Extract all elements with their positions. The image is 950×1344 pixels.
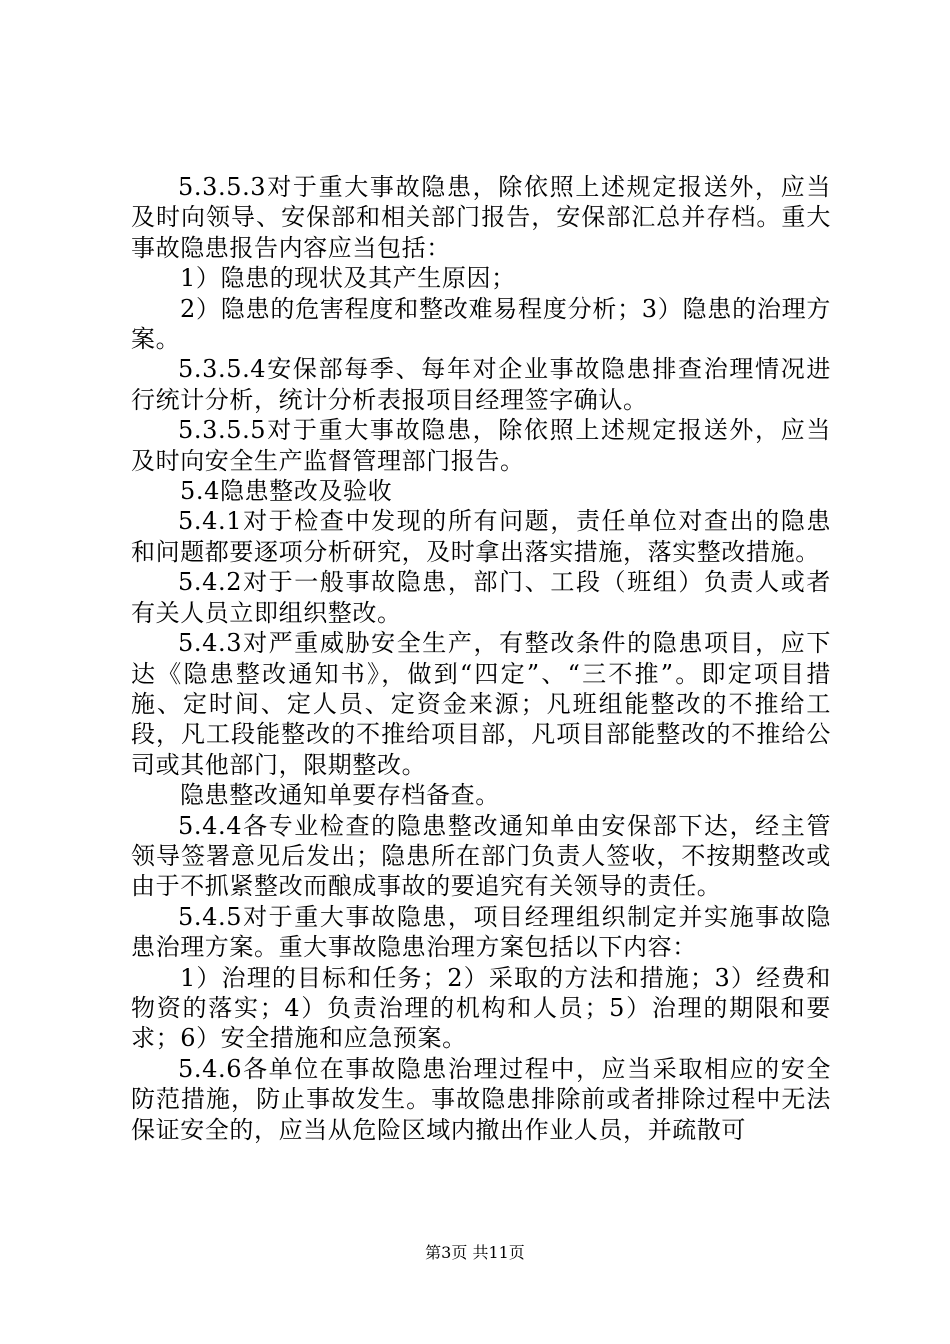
paragraph: 5.4.5对于重大事故隐患，项目经理组织制定并实施事故隐患治理方案。重大事故隐患治理方案包括以下内容： (131, 902, 831, 962)
document-body (131, 172, 831, 1145)
paragraph: 5.4.1对于检查中发现的所有问题，责任单位对查出的隐患和问题都要逐项分析研究，及时拿出落实措施，落实整改措施。 (131, 507, 831, 566)
paragraph: 5.4.6各单位在事故隐患治理过程中，应当采取相应的安全防范措施，防止事故发生。事故隐患排除前或者排除过程中无法保证安全的，应当从危险区域内撤出作业人员，并疏散可 (131, 1054, 831, 1144)
paragraph: 5.3.5.3对于重大事故隐患，除依照上述规定报送外，应当及时向领导、安保部和相关部门报告，安保部汇总并存档。重大事故隐患报告内容应当包括： (131, 173, 831, 262)
page-footer: 第3页 共11页 (425, 1243, 525, 1262)
paragraph: 5.4.4各专业检查的隐患整改通知单由安保部下达，经主管领导签署意见后发出；隐患所在部门负责人签收，不按期整改或由于不抓紧整改而酿成事故的要追究有关领导的责任。 (131, 811, 831, 901)
paragraph: 1）隐患的现状及其产生原因； (180, 264, 516, 293)
paragraph: 隐患整改通知单要存档备查。 (180, 781, 500, 810)
paragraph: 5.4.3对严重威胁安全生产，有整改条件的隐患项目，应下达《隐患整改通知书》，做到“四定”、“三不推”。即定项目措施、定时间、定人员、定资金来源；凡班组能整改的不推给工段，凡工段能整改的不推给项目部，凡项目部能整改的不推给公司或其他部门，限期整改。 (131, 629, 831, 779)
paragraph: 1）治理的目标和任务；2）采取的方法和措施；3）经费和物资的落实；4）负责治理的机构和人员；5）治理的期限和要求；6）安全措施和应急预案。 (131, 963, 831, 1053)
paragraph: 2）隐患的危害程度和整改难易程度分析；3）隐患的治理方案。 (131, 294, 831, 354)
paragraph: 5.3.5.5对于重大事故隐患，除依照上述规定报送外，应当及时向安全生产监督管理部门报告。 (131, 416, 831, 475)
paragraph: 5.3.5.4安保部每季、每年对企业事故隐患排查治理情况进行统计分析，统计分析表报项目经理签字确认。 (131, 355, 831, 414)
section-heading: 5.4隐患整改及验收 (180, 477, 393, 506)
paragraph: 5.4.2对于一般事故隐患，部门、工段（班组）负责人或者有关人员立即组织整改。 (131, 568, 831, 627)
